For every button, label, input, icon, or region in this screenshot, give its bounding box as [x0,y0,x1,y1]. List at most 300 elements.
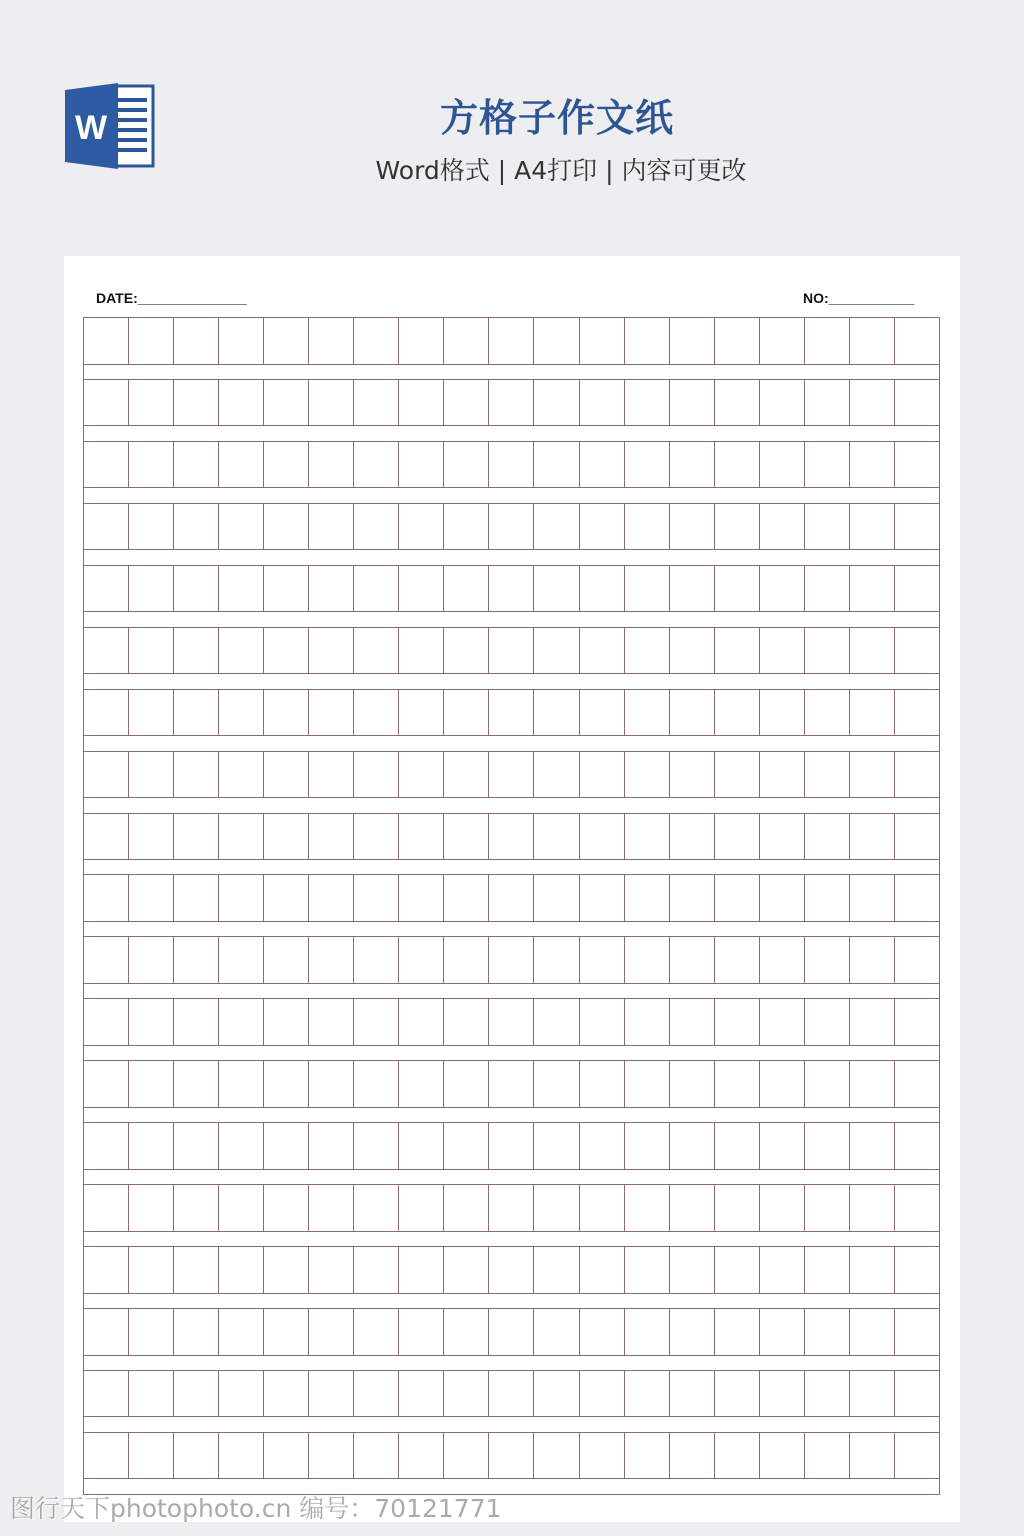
grid-cell [444,752,489,799]
grid-cell [715,1371,760,1418]
grid-cell [625,1123,670,1170]
grid-cell [129,442,174,489]
grid-cell [84,380,129,427]
grid-cell [399,1371,444,1418]
grid-cell [309,1247,354,1294]
grid-cell [850,752,895,799]
grid-cell [625,1371,670,1418]
grid-cell [895,442,940,489]
grid-cell [580,1247,625,1294]
grid-cell [670,937,715,984]
grid-cell [580,380,625,427]
grid-cell [580,1185,625,1232]
grid-cell [580,875,625,922]
grid-cell [715,566,760,613]
grid-cell [805,1061,850,1108]
grid-cell [850,1123,895,1170]
grid-cell [264,566,309,613]
grid-cell [264,628,309,675]
grid-cell [670,1061,715,1108]
grid-cell [534,1061,579,1108]
grid-cell [354,504,399,551]
grid-cell [264,1247,309,1294]
grid-cell [489,442,534,489]
grid-cell [489,1371,534,1418]
grid-cell [670,1371,715,1418]
grid-cell [264,1309,309,1356]
grid-cell [625,1247,670,1294]
grid-cell [760,1309,805,1356]
grid-cell [354,1123,399,1170]
grid-cell [489,999,534,1046]
grid-cell [895,1185,940,1232]
grid-cell [850,566,895,613]
word-icon [65,82,155,170]
grid-row [84,1185,940,1232]
grid-cell [309,1433,354,1480]
grid-cell [895,690,940,737]
grid-cell [760,1061,805,1108]
grid-spacer [84,550,940,565]
grid-cell [354,1433,399,1480]
grid-cell [850,937,895,984]
grid-cell [580,937,625,984]
grid-cell [354,690,399,737]
grid-cell [805,318,850,365]
grid-cell [805,752,850,799]
grid-cell [715,1309,760,1356]
grid-cell [489,1061,534,1108]
grid-cell [895,999,940,1046]
grid-cell [219,690,264,737]
grid-spacer [84,798,940,813]
grid-cell [264,1123,309,1170]
grid-cell [444,566,489,613]
grid-cell [895,752,940,799]
grid-cell [174,442,219,489]
grid-cell [715,875,760,922]
watermark: 图行天下photophoto.cn 编号：70121771 [10,1494,502,1523]
grid-cell [174,690,219,737]
grid-cell [399,1123,444,1170]
grid-cell [219,875,264,922]
grid-cell [534,814,579,861]
grid-cell [534,1185,579,1232]
grid-cell [264,937,309,984]
grid-cell [174,1247,219,1294]
grid-cell [805,1185,850,1232]
grid-cell [895,875,940,922]
grid-cell [174,1123,219,1170]
grid-cell [580,1371,625,1418]
grid-cell [444,999,489,1046]
grid-cell [174,937,219,984]
grid-cell [534,380,579,427]
grid-cell [444,442,489,489]
grid-cell [399,1309,444,1356]
grid-cell [625,690,670,737]
grid-cell [580,628,625,675]
grid-cell [264,999,309,1046]
grid-cell [715,690,760,737]
grid-cell [444,1433,489,1480]
grid-cell [760,380,805,427]
grid-row [84,318,940,365]
grid-cell [84,814,129,861]
grid-cell [670,1433,715,1480]
grid-cell [444,380,489,427]
grid-cell [625,752,670,799]
grid-cell [534,1247,579,1294]
grid-cell [174,752,219,799]
grid-row [84,566,940,613]
grid-cell [354,752,399,799]
grid-cell [625,1433,670,1480]
grid-cell [760,1185,805,1232]
grid-cell [399,504,444,551]
grid-cell [219,1123,264,1170]
grid-cell [264,1433,309,1480]
grid-cell [309,1371,354,1418]
grid-cell [895,504,940,551]
grid-cell [850,1247,895,1294]
grid-row [84,875,940,922]
grid-cell [84,504,129,551]
grid-cell [760,566,805,613]
grid-cell [850,1309,895,1356]
grid-row [84,1433,940,1480]
grid-cell [84,1309,129,1356]
grid-row [84,1123,940,1170]
grid-row [84,937,940,984]
grid-cell [625,628,670,675]
grid-cell [805,999,850,1046]
grid-row [84,1247,940,1294]
grid-cell [174,628,219,675]
grid-spacer [84,736,940,751]
grid-cell [625,504,670,551]
grid-cell [84,318,129,365]
grid-cell [399,752,444,799]
grid-cell [489,1433,534,1480]
grid-cell [895,1061,940,1108]
grid-spacer [84,1356,940,1371]
grid-cell [625,875,670,922]
grid-cell [805,814,850,861]
grid-cell [309,752,354,799]
grid-cell [309,504,354,551]
grid-cell [354,1185,399,1232]
grid-cell [399,318,444,365]
grid-cell [399,690,444,737]
grid-cell [489,1185,534,1232]
grid-cell [309,380,354,427]
grid-cell [219,380,264,427]
grid-cell [850,875,895,922]
grid-cell [625,999,670,1046]
grid-cell [399,1247,444,1294]
grid-cell [129,1309,174,1356]
grid-cell [895,1309,940,1356]
grid-cell [670,752,715,799]
grid-cell [129,318,174,365]
grid-cell [895,1247,940,1294]
grid-cell [580,504,625,551]
grid-cell [444,1061,489,1108]
grid-cell [625,442,670,489]
grid-cell [309,1061,354,1108]
grid-cell [444,504,489,551]
grid-cell [84,937,129,984]
grid-cell [174,318,219,365]
grid-cell [489,814,534,861]
grid-cell [309,566,354,613]
grid-cell [264,690,309,737]
grid-cell [715,1247,760,1294]
grid-cell [850,442,895,489]
grid-cell [625,380,670,427]
grid-cell [580,814,625,861]
grid-cell [895,1433,940,1480]
grid-cell [444,628,489,675]
grid-cell [84,1123,129,1170]
grid-cell [309,814,354,861]
grid-row [84,690,940,737]
grid-cell [895,1371,940,1418]
grid-cell [534,875,579,922]
grid-cell [715,442,760,489]
grid-cell [489,1123,534,1170]
grid-cell [399,380,444,427]
grid-cell [715,380,760,427]
grid-cell [354,875,399,922]
grid-cell [805,1371,850,1418]
grid-cell [489,937,534,984]
grid-cell [174,999,219,1046]
grid-cell [399,1061,444,1108]
grid-cell [895,566,940,613]
page-subtitle: Word格式 | A4打印 | 内容可更改 [375,156,747,185]
grid-cell [489,1247,534,1294]
grid-cell [805,875,850,922]
grid-cell [850,1185,895,1232]
grid-cell [129,1433,174,1480]
grid-cell [129,814,174,861]
grid-cell [760,1371,805,1418]
grid-cell [805,566,850,613]
grid-spacer [84,1046,940,1061]
grid-cell [399,999,444,1046]
grid-cell [129,999,174,1046]
grid-row [84,628,940,675]
grid-cell [534,566,579,613]
grid-cell [129,628,174,675]
grid-cell [264,875,309,922]
grid-cell [354,318,399,365]
grid-cell [850,380,895,427]
grid-cell [670,1123,715,1170]
grid-cell [219,442,264,489]
grid-cell [174,1433,219,1480]
grid-cell [219,1309,264,1356]
grid-cell [84,1371,129,1418]
grid-cell [895,318,940,365]
grid-spacer [84,488,940,503]
grid-cell [129,1371,174,1418]
grid-spacer [84,1479,940,1494]
grid-cell [219,1061,264,1108]
grid-cell [129,1185,174,1232]
grid-cell [489,690,534,737]
grid-cell [309,999,354,1046]
grid-cell [444,690,489,737]
grid-cell [670,814,715,861]
grid-cell [489,318,534,365]
grid-spacer [84,922,940,937]
grid-cell [805,380,850,427]
grid-cell [444,1247,489,1294]
grid-cell [760,318,805,365]
grid-cell [760,504,805,551]
grid-cell [534,752,579,799]
grid-cell [760,690,805,737]
grid-cell [760,1123,805,1170]
grid-cell [625,1061,670,1108]
grid-cell [129,690,174,737]
grid-cell [670,999,715,1046]
grid-cell [670,442,715,489]
grid-cell [534,1309,579,1356]
grid-cell [444,1123,489,1170]
grid-spacer [84,426,940,441]
grid-cell [670,318,715,365]
grid-cell [84,442,129,489]
grid-cell [715,752,760,799]
page-title: 方格子作文纸 [439,96,674,140]
grid-cell [895,628,940,675]
grid-cell [174,814,219,861]
grid-cell [309,318,354,365]
grid-cell [399,875,444,922]
grid-cell [309,1309,354,1356]
grid-cell [715,999,760,1046]
grid-cell [219,999,264,1046]
grid-cell [805,1433,850,1480]
grid-cell [264,504,309,551]
grid-cell [129,752,174,799]
grid-cell [264,1061,309,1108]
grid-cell [534,1371,579,1418]
grid-cell [850,814,895,861]
grid-cell [354,937,399,984]
grid-cell [444,1185,489,1232]
grid-cell [895,937,940,984]
grid-cell [850,999,895,1046]
grid-cell [264,380,309,427]
grid-cell [805,504,850,551]
grid-cell [129,1247,174,1294]
grid-cell [309,937,354,984]
grid-spacer [84,1417,940,1432]
grid-cell [625,566,670,613]
grid-cell [805,628,850,675]
grid-cell [129,875,174,922]
grid-cell [805,690,850,737]
grid-cell [84,1247,129,1294]
grid-cell [760,937,805,984]
grid-cell [850,1371,895,1418]
grid-cell [174,380,219,427]
grid-cell [534,937,579,984]
grid-cell [715,937,760,984]
grid-cell [534,504,579,551]
grid-cell [444,1371,489,1418]
grid-cell [354,628,399,675]
grid-cell [219,628,264,675]
grid-cell [534,318,579,365]
writing-grid [83,317,940,1495]
grid-spacer [84,1108,940,1123]
grid-cell [760,875,805,922]
grid-cell [129,380,174,427]
grid-cell [715,504,760,551]
grid-cell [219,566,264,613]
grid-cell [760,442,805,489]
grid-cell [444,1309,489,1356]
grid-spacer [84,1232,940,1247]
grid-cell [354,1371,399,1418]
grid-cell [84,1185,129,1232]
grid-cell [625,937,670,984]
grid-cell [895,814,940,861]
grid-cell [760,752,805,799]
grid-cell [580,318,625,365]
grid-cell [174,1185,219,1232]
grid-cell [264,814,309,861]
grid-cell [444,814,489,861]
grid-cell [309,690,354,737]
grid-cell [354,1061,399,1108]
grid-spacer [84,1170,940,1185]
grid-cell [444,318,489,365]
grid-cell [264,1371,309,1418]
grid-cell [219,752,264,799]
grid-cell [489,752,534,799]
grid-cell [760,1247,805,1294]
grid-cell [850,1433,895,1480]
word-icon-letter: W [74,109,108,147]
grid-cell [760,628,805,675]
grid-cell [489,1309,534,1356]
grid-cell [760,1433,805,1480]
grid-cell [219,504,264,551]
grid-cell [174,1371,219,1418]
grid-cell [580,566,625,613]
grid-cell [309,442,354,489]
paper-sheet [64,256,960,1522]
grid-cell [489,566,534,613]
grid-cell [715,628,760,675]
grid-cell [580,1309,625,1356]
grid-cell [715,318,760,365]
grid-cell [850,690,895,737]
grid-cell [174,504,219,551]
grid-cell [580,690,625,737]
grid-cell [354,814,399,861]
grid-cell [219,1185,264,1232]
grid-cell [534,1123,579,1170]
grid-row [84,1309,940,1356]
